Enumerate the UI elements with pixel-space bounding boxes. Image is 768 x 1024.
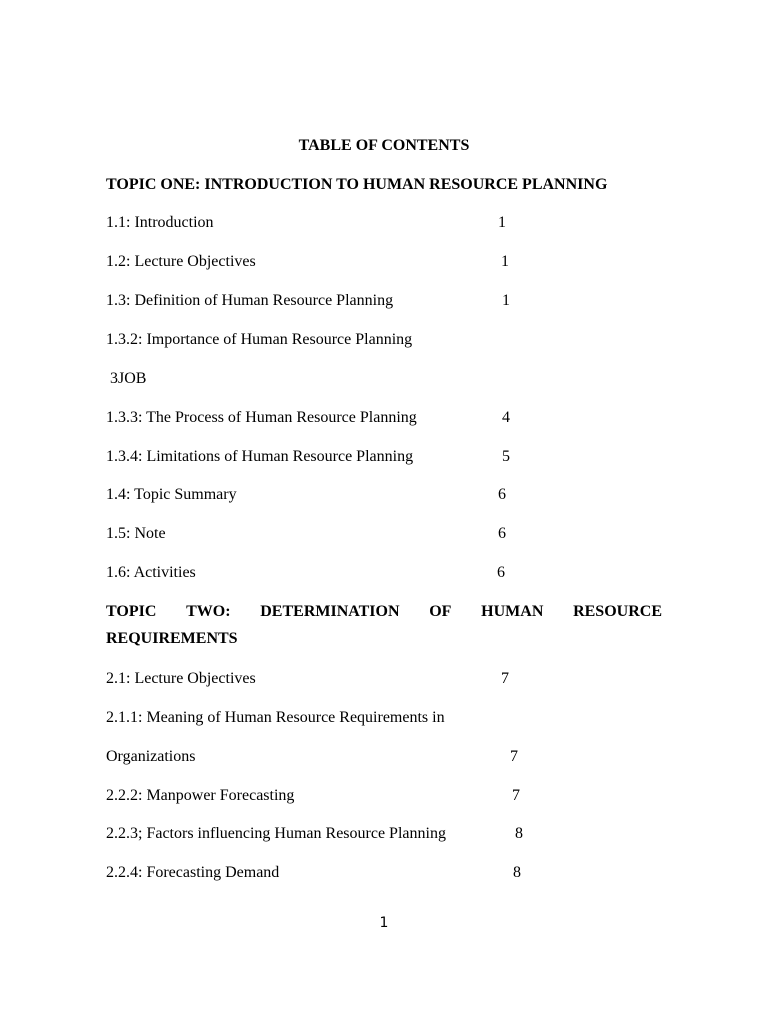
- toc-entry-page: 4: [502, 409, 510, 426]
- toc-entry-label: 1.1: Introduction: [106, 214, 214, 231]
- toc-entry-page: 5: [502, 448, 510, 465]
- toc-entry-page: 8: [515, 825, 523, 842]
- toc-entry-label: 3JOB: [110, 370, 147, 387]
- toc-entry-page: 8: [513, 864, 521, 881]
- toc-entry-label: Organizations: [106, 748, 196, 765]
- topic-two-heading-continued: REQUIREMENTS: [106, 630, 238, 647]
- heading-word: TOPIC: [106, 603, 157, 620]
- toc-entry-label: 2.2.2: Manpower Forecasting: [106, 787, 295, 804]
- toc-entry-page: 1: [501, 253, 509, 270]
- heading-word: HUMAN: [481, 603, 544, 620]
- topic-one-heading: TOPIC ONE: INTRODUCTION TO HUMAN RESOURCE PLANNING: [106, 176, 608, 193]
- toc-entry-label: 2.2.3; Factors influencing Human Resource Planning: [106, 825, 446, 842]
- toc-entry-page: 6: [498, 525, 506, 542]
- toc-entry-label: 1.6: Activities: [106, 564, 196, 581]
- toc-entry-page: 7: [501, 670, 509, 687]
- heading-word: RESOURCE: [573, 603, 662, 620]
- toc-entry-label: 2.1.1: Meaning of Human Resource Requirements in: [106, 709, 445, 726]
- toc-entry-page: 7: [510, 748, 518, 765]
- toc-entry-label: 1.5: Note: [106, 525, 166, 542]
- heading-word: DETERMINATION: [260, 603, 400, 620]
- toc-entry-page: 1: [502, 292, 510, 309]
- toc-entry-label: 1.3.3: The Process of Human Resource Planning: [106, 409, 417, 426]
- toc-entry-label: 2.1: Lecture Objectives: [106, 670, 256, 687]
- toc-entry-label: 1.3.2: Importance of Human Resource Planning: [106, 331, 413, 348]
- topic-two-heading: [106, 602, 662, 622]
- heading-word: TWO:: [186, 603, 231, 620]
- toc-entry-page: 6: [497, 564, 505, 581]
- toc-entry-label: 2.2.4: Forecasting Demand: [106, 864, 280, 881]
- footer-page-number: 1: [379, 915, 389, 931]
- toc-entry-label: 1.2: Lecture Objectives: [106, 253, 256, 270]
- toc-entry-page: 1: [498, 214, 506, 231]
- toc-title: TABLE OF CONTENTS: [298, 137, 470, 154]
- toc-entry-page: 7: [512, 787, 520, 804]
- toc-entry-label: 1.3.4: Limitations of Human Resource Planning: [106, 448, 414, 465]
- toc-entry-page: 6: [498, 486, 506, 503]
- toc-entry-label: 1.4: Topic Summary: [106, 486, 237, 503]
- toc-entry-label: 1.3: Definition of Human Resource Planning: [106, 292, 394, 309]
- heading-word: OF: [429, 603, 452, 620]
